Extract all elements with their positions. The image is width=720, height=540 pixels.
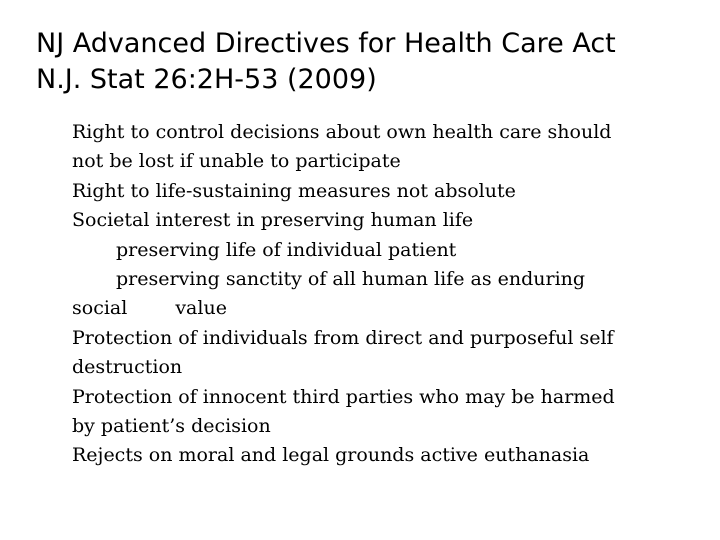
body-word-social: social: [72, 297, 128, 320]
body-line: Protection of innocent third parties who may be harmed: [72, 385, 615, 408]
title-line-2: N.J. Stat 26:2H-53 (2009): [36, 64, 377, 95]
body-sub-line: preserving life of individual patient: [116, 238, 457, 261]
slide-body: [72, 118, 672, 471]
body-line: Rejects on moral and legal grounds active euthanasia: [72, 444, 590, 467]
slide-title: [36, 26, 696, 98]
title-line-1: NJ Advanced Directives for Health Care Act: [36, 28, 616, 59]
body-word-value: value: [175, 297, 227, 320]
body-line-split: [72, 294, 672, 323]
body-line: not be lost if unable to participate: [72, 150, 401, 173]
body-line: by patient’s decision: [72, 415, 271, 438]
body-line: Right to control decisions about own health care should: [72, 121, 612, 143]
body-line: Societal interest in preserving human life: [72, 209, 474, 232]
body-line: Protection of individuals from direct and purposeful self: [72, 326, 614, 349]
body-line: Right to life-sustaining measures not absolute: [72, 179, 516, 202]
body-line: destruction: [72, 356, 183, 379]
body-sub-line: preserving sanctity of all human life as enduring: [116, 268, 586, 291]
